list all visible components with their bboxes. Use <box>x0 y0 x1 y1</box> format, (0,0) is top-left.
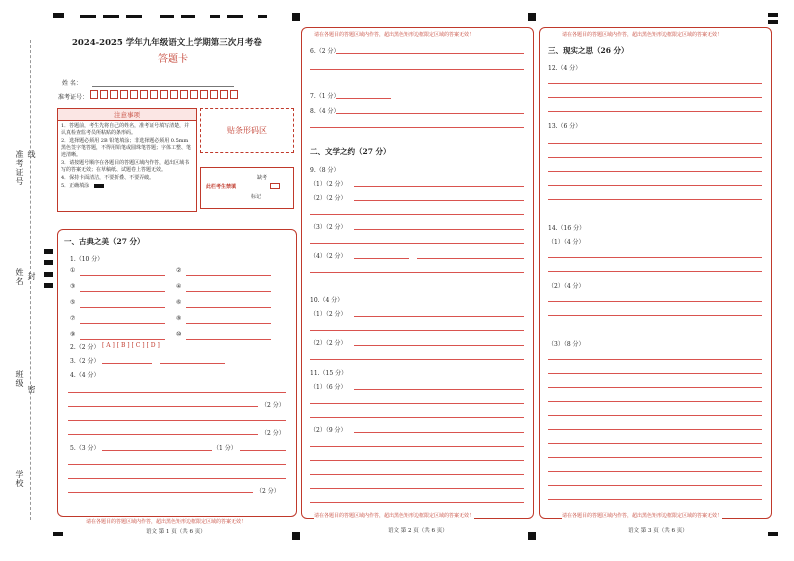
question-5-label: 5.（3 分） <box>70 445 100 452</box>
blank-label: ⑨ <box>70 331 76 338</box>
registration-mark <box>53 532 63 536</box>
question-14-2-label: （2）（4 分） <box>548 283 585 290</box>
notes-title: 注意事项 <box>58 109 196 121</box>
blank-label: ④ <box>176 283 182 290</box>
question-4-score-b: （2 分） <box>261 430 285 437</box>
question-12-label: 12.（4 分） <box>548 65 582 72</box>
absent-box <box>200 167 294 209</box>
section-1-title: 一、古典之美（27 分） <box>64 237 145 246</box>
warning-text: 请在各题目的答题区域内作答，超出黑色矩形边框限定区域的答案无效！ <box>314 513 475 519</box>
margin-label-mi: 密 <box>27 385 36 394</box>
question-5-score-b: （2 分） <box>256 488 280 495</box>
blank-label: ③ <box>70 283 76 290</box>
registration-mark <box>126 15 142 18</box>
registration-mark <box>181 15 195 18</box>
barcode-area <box>200 108 294 153</box>
absent-option-1: 缺考 <box>257 175 268 181</box>
registration-mark <box>53 13 64 18</box>
registration-mark <box>103 15 119 18</box>
registration-mark <box>160 15 174 18</box>
margin-label-class: 班级 <box>15 370 24 388</box>
page-footer-1: 语文 第 1 页（共 6 页） <box>146 529 206 535</box>
question-11-2-label: （2）（9 分） <box>310 427 347 434</box>
question-11-label: 11.（15 分） <box>310 370 348 377</box>
question-10-label: 10.（4 分） <box>310 297 344 304</box>
warning-text: 请在各题目的答题区域内作答，超出黑色矩形边框限定区域的答案无效！ <box>314 32 475 38</box>
registration-mark <box>80 15 96 18</box>
question-10-1-label: （1）（2 分） <box>310 311 347 318</box>
note-item: 4．保持卡面清洁，不要折叠、不要弄破。 <box>61 175 155 181</box>
question-4-label: 4.（4 分） <box>70 372 100 379</box>
question-13-label: 13.（6 分） <box>548 123 582 130</box>
registration-mark <box>210 15 220 18</box>
margin-label-feng: 封 <box>27 272 36 281</box>
section-3-title: 三、现实之思（26 分） <box>548 46 629 55</box>
registration-mark <box>44 260 53 265</box>
answer-area-column-3[interactable] <box>539 27 772 519</box>
blank-label: ⑩ <box>176 331 182 338</box>
registration-mark <box>44 249 53 254</box>
id-label: 准考证号： <box>58 94 89 101</box>
question-2-options[interactable]: [ A ] [ B ] [ C ] [ D ] <box>102 342 160 349</box>
registration-mark <box>768 532 778 536</box>
answer-sheet-title: 答题卡 <box>158 54 188 65</box>
blank-label: ⑦ <box>70 315 76 322</box>
question-9-1-label: （1）（2 分） <box>310 181 347 188</box>
warning-text: 请在各题目的答题区域内作答，超出黑色矩形边框限定区域的答案无效！ <box>562 32 723 38</box>
registration-mark <box>768 20 778 24</box>
note-item <box>58 182 196 190</box>
registration-mark <box>528 13 536 21</box>
warning-text: 请在各题目的答题区域内作答，超出黑色矩形边框限定区域的答案无效！ <box>86 519 247 525</box>
blank-label: ⑥ <box>176 299 182 306</box>
question-9-4-label: （4）（2 分） <box>310 253 347 260</box>
answer-area-section-1[interactable] <box>57 229 297 525</box>
blank-label: ① <box>70 267 76 274</box>
question-6-label: 6.（2 分） <box>310 48 340 55</box>
note-item-5-text: 5．正确填涂 <box>61 183 90 189</box>
name-label: 姓 名： <box>62 80 82 87</box>
question-9-label: 9.（8 分） <box>310 167 340 174</box>
question-9-2-label: （2）（2 分） <box>310 195 347 202</box>
question-2-label: 2.（2 分） <box>70 344 100 351</box>
page-footer-3: 语文 第 3 页（共 6 页） <box>628 528 688 534</box>
notes-box <box>57 108 197 212</box>
note-item: 1．答题前，考生先将自己的姓名，准考证号填写清楚，并认真检查监考员所粘贴的条形码。 <box>61 123 190 136</box>
absent-checkbox[interactable] <box>270 183 280 189</box>
name-field[interactable] <box>92 86 234 87</box>
question-14-label: 14.（16 分） <box>548 225 586 232</box>
note-item: 2．选择题必须用 2B 铅笔填涂；非选择题必须用 0.5mm 黑色签字笔答题，不得用铅笔或圆珠笔答题；字体工整、笔迹清晰。 <box>61 138 192 158</box>
question-5-score-a: （1 分） <box>213 445 237 452</box>
question-14-3-label: （3）（8 分） <box>548 341 585 348</box>
blank-label: ② <box>176 267 182 274</box>
margin-label-xian: 线 <box>27 150 36 159</box>
registration-mark <box>528 532 536 540</box>
question-1-label: 1.（10 分） <box>70 256 104 263</box>
margin-label-school: 学校 <box>15 470 24 488</box>
margin-label-name: 姓名 <box>15 268 24 286</box>
absent-label: 此栏考生禁填 <box>206 184 237 190</box>
registration-mark <box>292 13 300 21</box>
absent-option-2: 标记 <box>251 194 262 200</box>
section-2-title: 二、文学之约（27 分） <box>310 147 391 156</box>
registration-mark <box>258 15 267 18</box>
answer-area-column-2[interactable] <box>301 27 534 519</box>
question-8-label: 8.（4 分） <box>310 108 340 115</box>
question-9-3-label: （3）（2 分） <box>310 224 347 231</box>
registration-mark <box>292 532 300 540</box>
blank-label: ⑤ <box>70 299 76 306</box>
question-7-label: 7.（1 分） <box>310 93 340 100</box>
warning-text: 请在各题目的答题区域内作答，超出黑色矩形边框限定区域的答案无效！ <box>562 513 723 519</box>
question-3-label: 3.（2 分） <box>70 358 100 365</box>
question-11-1-label: （1）（6 分） <box>310 384 347 391</box>
page-footer-2: 语文 第 2 页（共 6 页） <box>388 528 448 534</box>
question-14-1-label: （1）（4 分） <box>548 239 585 246</box>
registration-mark <box>227 15 243 18</box>
registration-mark <box>44 272 53 277</box>
barcode-label: 贴条形码区 <box>227 126 267 135</box>
registration-mark <box>44 283 53 288</box>
question-4-score-a: （2 分） <box>261 402 285 409</box>
note-item: 3．请按题号顺序在各题目的答题区域内作答，超出区域书写的答案无效；在草稿纸、试题卷上答题无效。 <box>61 160 190 173</box>
fill-sample <box>94 184 104 188</box>
question-10-2-label: （2）（2 分） <box>310 340 347 347</box>
exam-title: 2024-2025 学年九年级语文上学期第三次月考卷 <box>72 38 262 48</box>
margin-label-id: 准考证号 <box>15 150 24 186</box>
blank-label: ⑧ <box>176 315 182 322</box>
registration-mark <box>768 13 778 17</box>
